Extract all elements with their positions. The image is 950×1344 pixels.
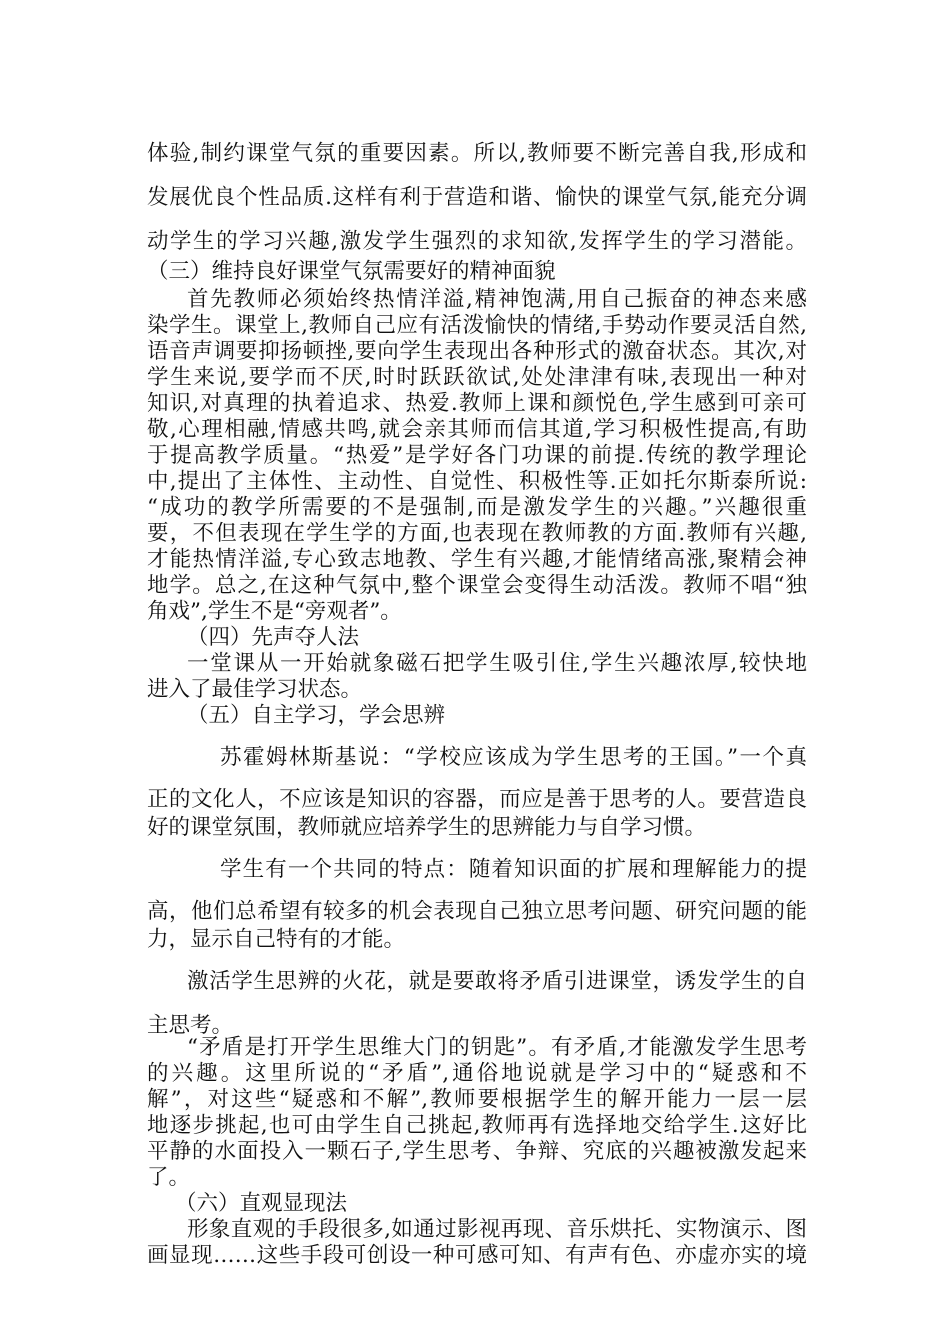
paragraph-line: 进入了最佳学习状态。 — [147, 677, 363, 702]
paragraph-line: 激活学生思辨的火花，就是要敢将矛盾引进课堂，诱发学生的自 — [187, 969, 807, 994]
paragraph-line: 正的文化人，不应该是知识的容器，而应是善于思考的人。要营造良 — [147, 787, 807, 812]
section-heading-6: （六）直观显现法 — [175, 1191, 348, 1216]
paragraph-line: 力，显示自己特有的才能。 — [147, 927, 406, 952]
paragraph-line: 主思考。 — [147, 1013, 234, 1038]
quote-line: “矛盾是打开学生思维大门的钥匙”。有矛盾,才能激发学生思考 — [187, 1035, 807, 1060]
paragraph-line: 学生来说,要学而不厌,时时跃跃欲试,处处津津有味,表现出一种对 — [147, 365, 807, 390]
paragraph-line: 学生有一个共同的特点：随着知识面的扩展和理解能力的提 — [220, 857, 807, 882]
paragraph-line: 画显现……这些手段可创设一种可感可知、有声有色、亦虚亦实的境 — [147, 1243, 807, 1268]
paragraph-line: 首先教师必须始终热情洋溢,精神饱满,用自己振奋的神态来感 — [187, 287, 807, 312]
paragraph-line: 知识,对真理的执着追求、热爱.教师上课和颜悦色,学生感到可亲可 — [147, 391, 807, 416]
quote-line: “成功的教学所需要的不是强制,而是激发学生的兴趣。”兴趣很重 — [147, 495, 807, 520]
paragraph-line: 才能热情洋溢,专心致志地教、学生有兴趣,才能情绪高涨,聚精会神 — [147, 547, 807, 572]
paragraph-line: 敬,心理相融,情感共鸣,就会亲其师而信其道,学习积极性提高,有助 — [147, 417, 807, 442]
paragraph-line: 发展优良个性品质.这样有利于营造和谐、愉快的课堂气氛,能充分调 — [147, 185, 807, 210]
paragraph-line: 地学。总之,在这种气氛中,整个课堂会变得生动活泼。教师不唱“独 — [147, 573, 807, 598]
paragraph-line: 角戏”,学生不是“旁观者”。 — [147, 599, 402, 624]
section-heading-4: （四）先声夺人法 — [187, 625, 360, 650]
paragraph-line: 好的课堂氛围，教师就应培养学生的思辨能力与自学习惯。 — [147, 815, 707, 840]
paragraph-line: 地逐步挑起,也可由学生自己挑起,教师再有选择地交给学生.这好比 — [147, 1113, 807, 1138]
section-heading-3: （三）维持良好课堂气氛需要好的精神面貌 — [147, 259, 556, 284]
paragraph-line: 中,提出了主体性、主动性、自觉性、积极性等.正如托尔斯泰所说: — [147, 469, 807, 494]
paragraph-line: 语音声调要抑扬顿挫,要向学生表现出各种形式的激奋状态。其次,对 — [147, 339, 807, 364]
paragraph-line: 解”，对这些“疑惑和不解”,教师要根据学生的解开能力一层一层 — [147, 1087, 807, 1112]
paragraph-line: 一堂课从一开始就象磁石把学生吸引住,学生兴趣浓厚,较快地 — [187, 651, 807, 676]
paragraph-line: 体验,制约课堂气氛的重要因素。所以,教师要不断完善自我,形成和 — [147, 141, 807, 166]
paragraph-line: 于提高教学质量。“热爱”是学好各门功课的前提.传统的教学理论 — [147, 443, 807, 468]
paragraph-line: 要，不但表现在学生学的方面,也表现在教师教的方面.教师有兴趣, — [147, 521, 807, 546]
paragraph-line: 苏霍姆林斯基说：“学校应该成为学生思考的王国。”一个真 — [220, 745, 807, 770]
paragraph-line: 平静的水面投入一颗石子,学生思考、争辩、究底的兴趣被激发起来 — [147, 1139, 807, 1164]
paragraph-line: 了。 — [147, 1165, 191, 1190]
paragraph-line: 动学生的学习兴趣,激发学生强烈的求知欲,发挥学生的学习潜能。 — [147, 229, 807, 254]
section-heading-5: （五）自主学习，学会思辨 — [187, 703, 446, 728]
paragraph-line: 的兴趣。这里所说的“矛盾”,通俗地说就是学习中的“疑惑和不 — [147, 1061, 807, 1086]
paragraph-line: 染学生。课堂上,教师自己应有活泼愉快的情绪,手势动作要灵活自然, — [147, 313, 807, 338]
paragraph-line: 形象直观的手段很多,如通过影视再现、音乐烘托、实物演示、图 — [187, 1217, 807, 1242]
paragraph-line: 高，他们总希望有较多的机会表现自己独立思考问题、研究问题的能 — [147, 899, 807, 924]
